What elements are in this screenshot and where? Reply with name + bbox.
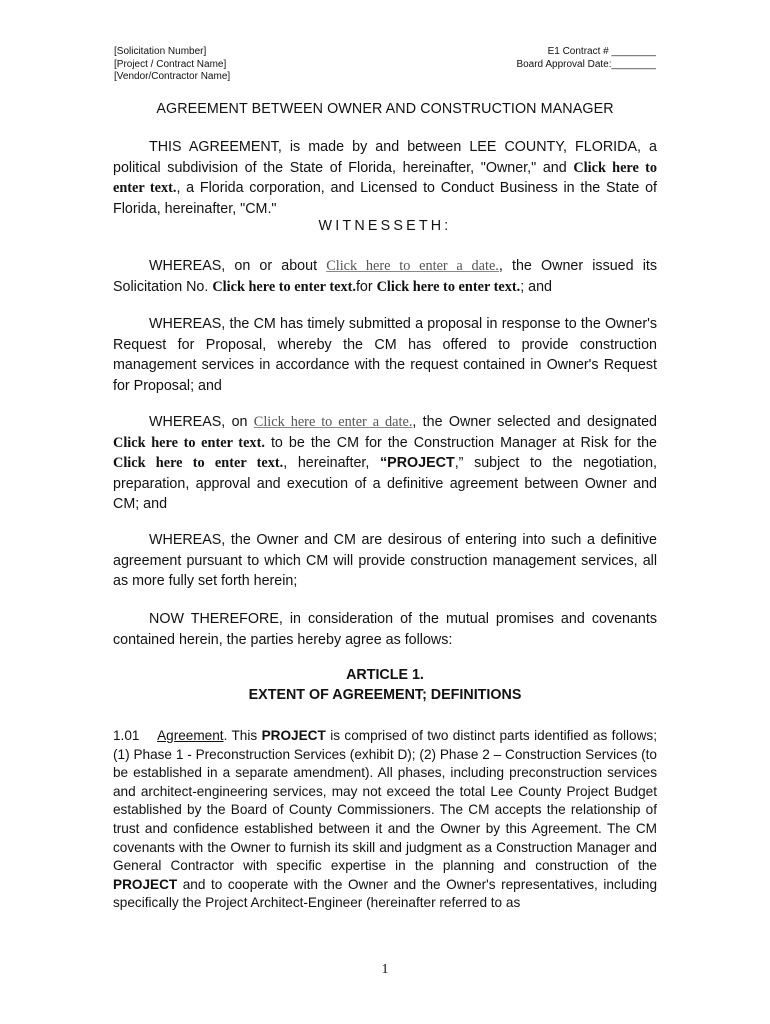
- intro-text-1: THIS AGREEMENT, is made by and between LEE COUNTY, FLORIDA, a political subdivision of the State of Florida, hereinafter, "Owner," and: [113, 139, 657, 176]
- header-solicitation-number: [Solicitation Number]: [114, 46, 207, 57]
- section-text-a: . This: [223, 728, 262, 743]
- whereas-paragraph-1: [113, 256, 657, 297]
- whereas1-text-a: WHEREAS, on or about: [149, 258, 327, 274]
- project-term-1: PROJECT: [261, 728, 326, 743]
- header-vendor-name: [Vendor/Contractor Name]: [114, 71, 231, 82]
- intro-text-2: , a Florida corporation, and Licensed to Conduct Business in the State of Florida, hereinafter, "CM.": [113, 180, 658, 217]
- article-number: ARTICLE 1.: [346, 667, 424, 683]
- whereas-paragraph-3: [113, 412, 657, 515]
- project-term: “PROJECT: [380, 455, 455, 472]
- project-term-2: PROJECT: [113, 876, 178, 892]
- whereas3-text-c: to be the CM for the Construction Manager at Risk for the: [264, 434, 657, 451]
- header-board-approval-date: Board Approval Date:________: [516, 58, 656, 70]
- solicitation-project-field[interactable]: Click here to enter text.: [376, 278, 521, 295]
- header-project-name: [Project / Contract Name]: [114, 58, 227, 70]
- document-title: AGREEMENT BETWEEN OWNER AND CONSTRUCTION MANAGER: [156, 101, 614, 117]
- whereas3-text-d: , hereinafter,: [283, 455, 381, 472]
- solicitation-date-field[interactable]: Click here to enter a date.: [326, 258, 499, 274]
- whereas1-text-d: ; and: [520, 278, 553, 295]
- now-therefore-paragraph: NOW THEREFORE, in consideration of the mutual promises and covenants contained herein, the parties hereby agree as follows:: [113, 611, 657, 648]
- whereas3-text-b: , the Owner selected and designated: [412, 414, 657, 430]
- article-heading: EXTENT OF AGREEMENT; DEFINITIONS: [248, 687, 522, 703]
- section-text-c: and to cooperate with the Owner and the Owner's representatives, including specifically the Project Architect-Engineer (hereinafter referred to as: [113, 876, 657, 911]
- whereas1-text-c: for: [355, 278, 377, 295]
- section-text-b: is comprised of two distinct parts identified as follows; (1) Phase 1 - Preconstruction Services (exhibit D); (2) Phase 2 – Construction Services (to be established in a separate amendment). All phases, including preconstruction services and architect-engineering services, may not exceed the total Lee County Project Budget established by the Board of County Commissioners. The CM accepts the relationship of trust and confidence established between it and the Owner by this Agreement. The CM covenants with the Owner to furnish its skill and judgment as a Construction Manager and General Contractor with specific expertise in the planning and construction of the: [113, 728, 658, 874]
- section-title: Agreement: [157, 728, 224, 743]
- whereas-paragraph-2: WHEREAS, the CM has timely submitted a proposal in response to the Owner's Request for Proposal, whereby the CM has offered to provide construction management services in accordance with the request contained in Owner's Request for Proposal; and: [113, 316, 657, 394]
- page-number: 1: [381, 962, 389, 977]
- selection-date-field[interactable]: Click here to enter a date.: [253, 414, 413, 430]
- witnesseth-heading: WITNESSETH:: [318, 218, 452, 234]
- project-name-field[interactable]: Click here to enter text.: [113, 455, 284, 472]
- header-right: [516, 46, 656, 71]
- solicitation-number-field[interactable]: Click here to enter text.: [212, 278, 356, 295]
- section-number: 1.01: [113, 728, 140, 743]
- whereas1-text-b: , the Owner issued its Solicitation No.: [113, 258, 658, 295]
- section-1-01: [113, 727, 657, 913]
- header-left: [114, 46, 230, 84]
- header-contract-number: E1 Contract # ________: [547, 46, 656, 57]
- intro-paragraph: [113, 137, 657, 219]
- whereas3-text-e: ,” subject to the negotiation, preparation, approval and execution of a definitive agreement between Owner and CM; and: [113, 455, 657, 513]
- whereas-paragraph-4: WHEREAS, the Owner and CM are desirous of entering into such a definitive agreement pursuant to which CM will provide construction management services, all as more fully set forth herein;: [113, 532, 657, 590]
- whereas3-text-a: WHEREAS, on: [149, 414, 254, 430]
- selected-cm-field[interactable]: Click here to enter text.: [113, 434, 265, 451]
- cm-name-field[interactable]: Click here to enter text.: [113, 159, 657, 197]
